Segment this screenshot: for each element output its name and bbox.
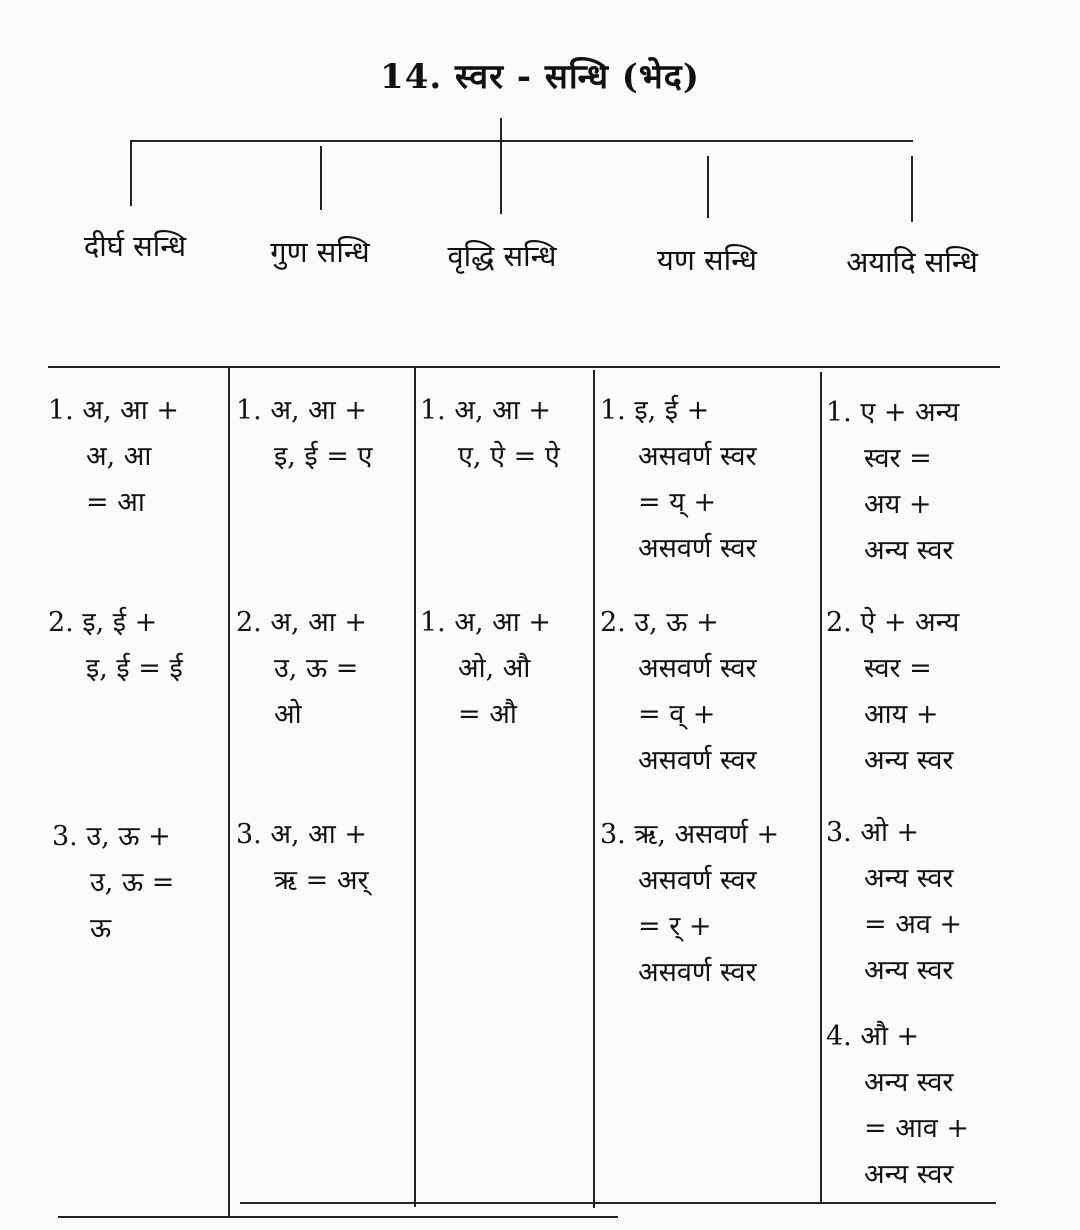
- rule-cell: 2. उ, ऊ + असवर्ण स्वर = व् + असवर्ण स्वर: [600, 607, 757, 776]
- rule-cell: 3. ओ + अन्य स्वर = अव + अन्य स्वर: [826, 817, 963, 986]
- rule-cell: 3. उ, ऊ + उ, ऊ = ऊ: [52, 821, 175, 944]
- tree-branch-4: [707, 156, 709, 218]
- category-label-ayadi: अयादि सन्धि: [846, 245, 978, 279]
- rule-cell: 3. अ, आ + ऋ = अर्: [236, 819, 369, 896]
- table-top-border: [48, 366, 1000, 368]
- rule-cell: 1. अ, आ + इ, ई = ए: [236, 395, 373, 472]
- category-label-dirgha: दीर्घ सन्धि: [83, 229, 187, 263]
- page-title: 14. स्वर - सन्धि (भेद): [380, 57, 700, 97]
- rule-cell: 1. अ, आ + अ, आ = आ: [48, 395, 179, 518]
- table-bottom-border: [58, 1216, 618, 1218]
- rule-cell: 1. अ, आ + ओ, औ = औ: [420, 607, 551, 730]
- tree-branch-2: [320, 146, 322, 210]
- table-divider-1: [228, 367, 230, 1217]
- table-divider-4: [820, 372, 822, 1202]
- category-label-yan: यण सन्धि: [657, 243, 757, 277]
- rule-cell: 3. ऋ, असवर्ण + असवर्ण स्वर = र् + असवर्ण स्वर: [600, 819, 780, 988]
- rule-cell: 2. ऐ + अन्य स्वर = आय + अन्य स्वर: [826, 607, 960, 776]
- category-label-vriddhi: वृद्धि सन्धि: [447, 239, 557, 273]
- category-label-guna: गुण सन्धि: [270, 235, 370, 269]
- rule-cell: 1. ए + अन्य स्वर = अय + अन्य स्वर: [826, 397, 960, 566]
- table-divider-2: [414, 367, 416, 1207]
- rule-cell: 4. औ + अन्य स्वर = आव + अन्य स्वर: [826, 1021, 970, 1190]
- rule-cell: 1. अ, आ + ए, ऐ = ऐ: [420, 395, 560, 472]
- tree-root-stem: [500, 118, 502, 214]
- tree-crossbar: [130, 140, 913, 142]
- tree-branch-1: [130, 140, 132, 206]
- rule-cell: 1. इ, ई + असवर्ण स्वर = य् + असवर्ण स्वर: [600, 395, 757, 564]
- rule-cell: 2. इ, ई + इ, ई = ई: [48, 607, 183, 684]
- table-divider-3: [593, 370, 595, 1208]
- rule-cell: 2. अ, आ + उ, ऊ = ओ: [236, 607, 367, 730]
- table-bottom-border-right: [240, 1202, 996, 1204]
- tree-branch-5: [911, 156, 913, 222]
